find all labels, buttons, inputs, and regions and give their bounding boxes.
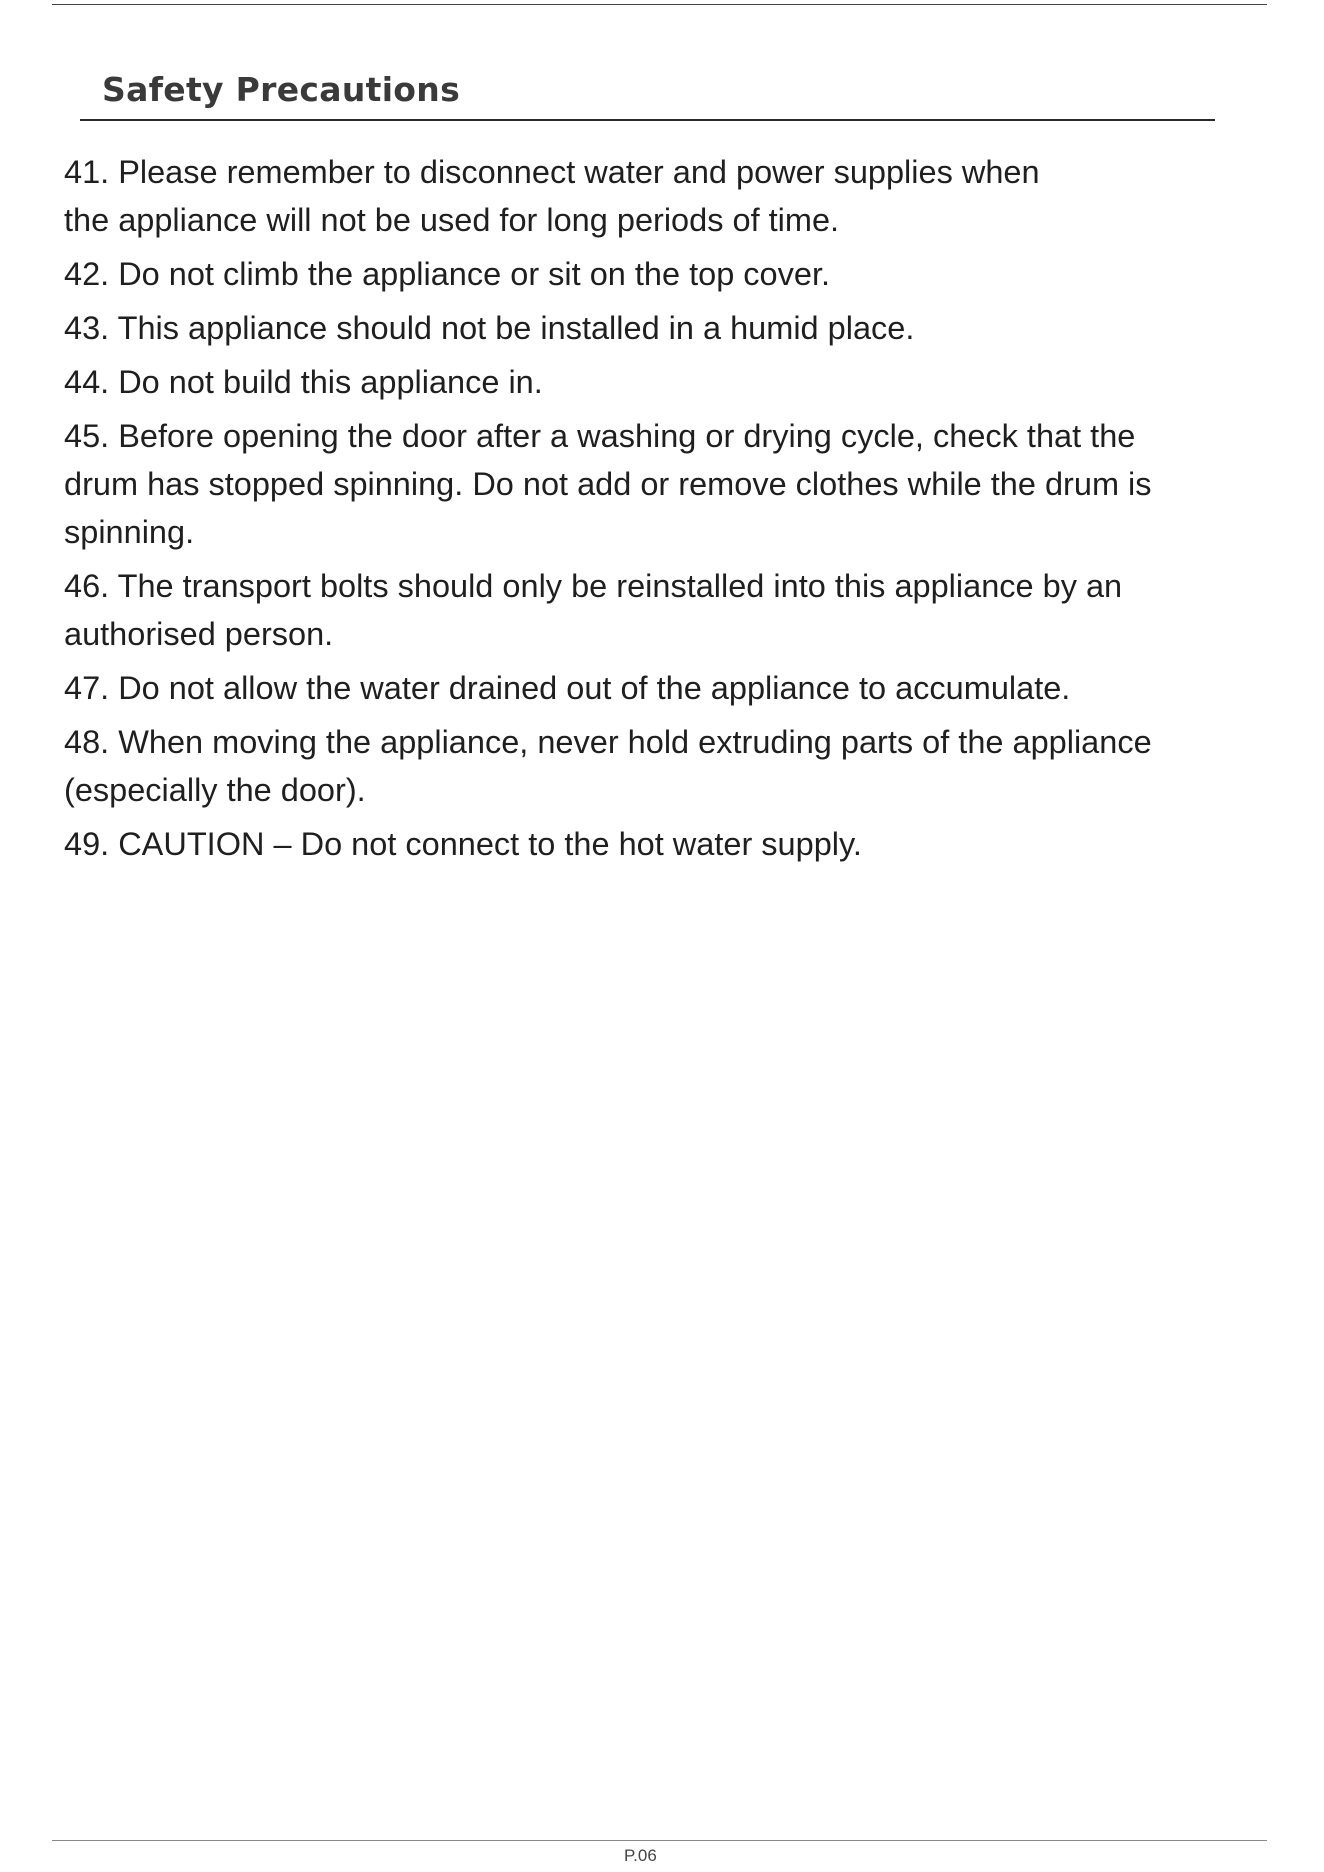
precaution-item-44: 44. Do not build this appliance in. xyxy=(64,364,543,400)
page-title: Safety Precautions xyxy=(102,70,461,109)
precaution-item-43: 43. This appliance should not be installed in a humid place. xyxy=(64,310,915,346)
top-rule xyxy=(52,4,1267,5)
precaution-item-46: 46. The transport bolts should only be reinstalled into this appliance by an authorised person. xyxy=(64,568,1123,652)
precaution-item-49: 49. CAUTION – Do not connect to the hot water supply. xyxy=(64,826,862,862)
precaution-item-41: 41. Please remember to disconnect water and power supplies when the appliance will not be used for long periods of time. xyxy=(64,154,1040,238)
heading-block xyxy=(80,70,1215,121)
page-number: P.06 xyxy=(624,1846,657,1865)
precaution-item-48: 48. When moving the appliance, never hold extruding parts of the appliance (especially the door). xyxy=(64,724,1152,808)
footer-rule xyxy=(52,1840,1267,1841)
precaution-item-42: 42. Do not climb the appliance or sit on the top cover. xyxy=(64,256,831,292)
precaution-item-47: 47. Do not allow the water drained out of the appliance to accumulate. xyxy=(64,670,1071,706)
precautions-list xyxy=(64,148,1264,874)
precaution-item-45: 45. Before opening the door after a washing or drying cycle, check that the drum has stopped spinning. Do not add or remove clothes while the drum is spinning. xyxy=(64,418,1152,550)
